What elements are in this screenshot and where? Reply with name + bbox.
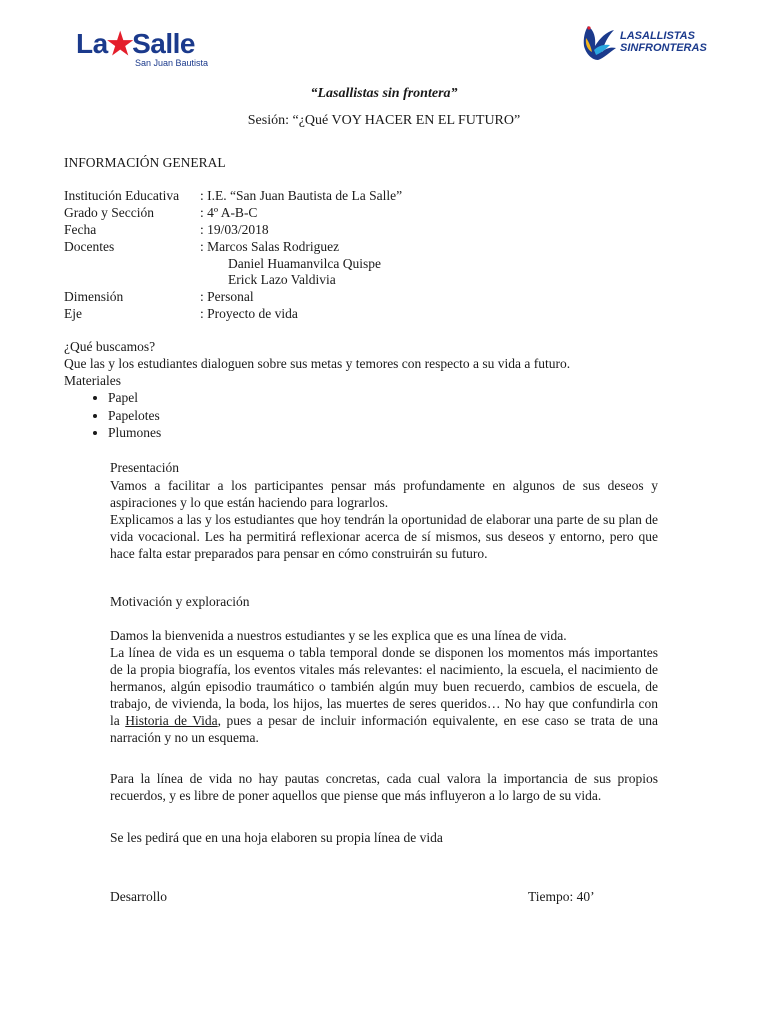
date-value: : 19/03/2018 [200, 222, 269, 237]
development-heading: Desarrollo [110, 889, 167, 904]
general-info-heading: INFORMACIÓN GENERAL [64, 155, 226, 170]
la-salle-logo-subtitle: San Juan Bautista [135, 58, 209, 68]
la-salle-logo-name [76, 26, 195, 61]
motivation-heading: Motivación y exploración [110, 594, 250, 609]
star-icon: ★ [106, 28, 134, 61]
institution-label: Institución Educativa [64, 188, 180, 203]
definition-text-after: , pues a pesar de incluir información equivalente, en ese caso se trata de una narración y no un esquema. [110, 713, 659, 745]
teacher-3: Erick Lazo Valdivia [228, 272, 336, 287]
materials-label: Materiales [64, 373, 121, 388]
logo-right-line1: LASALLISTAS [620, 30, 695, 42]
motivation-task: Se les pedirá que en una hoja elaboren su propia línea de vida [110, 830, 443, 845]
logo-right-text [620, 30, 707, 54]
presentation-heading: Presentación [110, 460, 179, 475]
teachers-label: Docentes [64, 239, 115, 254]
presentation-paragraph-1: Vamos a facilitar a los participantes pensar más profundamente en algunos de sus deseos y aspiraciones y lo que están haciendo para lograrlos. [110, 478, 658, 510]
logo-name-part1: La [76, 28, 108, 59]
presentation-paragraph-2: Explicamos a las y los estudiantes que hoy tendrán la oportunidad de elaborar una parte de su plan de vida vocacional. Les ha permitirá reflexionar acerca de sí mismos, sus deseos y entorno, pero que hace falta estar preparados para pensar en cómo construirán su futuro. [110, 512, 658, 561]
lasallistas-sin-fronteras-logo [580, 18, 707, 68]
grade-value: : 4º A-B-C [200, 205, 258, 220]
bird-icon [580, 20, 620, 64]
motivation-welcome: Damos la bienvenida a nuestros estudiantes y se les explica que es una línea de vida. [110, 628, 567, 643]
development-time: Tiempo: 40’ [528, 889, 595, 904]
logo-name-part2: Salle [132, 28, 195, 59]
axis-label: Eje [64, 306, 82, 321]
session-title: Sesión: “¿Qué VOY HACER EN EL FUTURO” [247, 113, 521, 128]
goal-question: ¿Qué buscamos? [64, 339, 156, 354]
list-item: • Papelotes [108, 407, 161, 425]
historia-de-vida-link[interactable]: Historia de Vida [125, 713, 218, 728]
list-item: • Plumones [108, 424, 161, 442]
grade-label: Grado y Sección [64, 205, 154, 220]
goal-answer: Que las y los estudiantes dialoguen sobre sus metas y temores con respecto a su vida a futuro. [64, 356, 571, 371]
la-salle-logo [76, 18, 226, 68]
logo-right-line2: SINFRONTERAS [620, 42, 707, 54]
dimension-label: Dimensión [64, 289, 124, 304]
dimension-value: : Personal [200, 289, 254, 304]
teacher-1: : Marcos Salas Rodriguez [200, 239, 340, 254]
document-title: “Lasallistas sin frontera” [310, 86, 458, 101]
date-label: Fecha [64, 222, 97, 237]
axis-value: : Proyecto de vida [200, 306, 298, 321]
institution-value: : I.E. “San Juan Bautista de La Salle” [200, 188, 403, 203]
list-item: • Papel [108, 389, 161, 407]
teacher-2: Daniel Huamanvilca Quispe [228, 256, 381, 271]
materials-list [88, 389, 161, 442]
motivation-rules: Para la línea de vida no hay pautas concretas, cada cual valora la importancia de sus propios recuerdos, y es libre de poner aquellos que piense que más influyeron a lo largo de su vida. [110, 771, 658, 803]
motivation-definition [110, 644, 658, 746]
definition-text-before: La línea de vida es un esquema o tabla temporal donde se disponen los momentos más importantes de la propia biografía, los eventos vitales más relevantes: el nacimiento, la escuela, el nacimiento de hermanos, algún episodio traumático o también algún muy buen recuerdo, cambios de escuela, de trabajo, de vivienda, la boda, los hijos, las muertes de seres queridos… No hay que confundirla con la [110, 645, 658, 728]
